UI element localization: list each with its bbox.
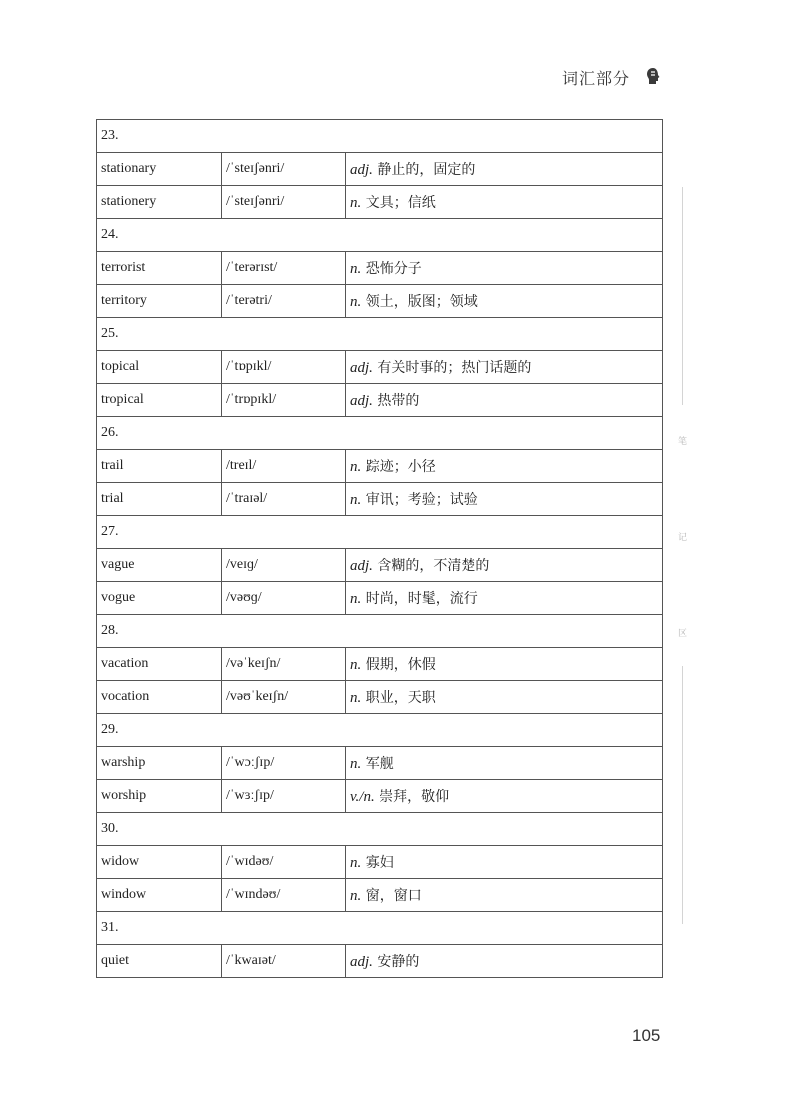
group-number: 29. [97,714,663,747]
meaning-text: 安静的 [377,954,420,970]
vocab-word: terrorist [97,252,222,285]
group-number: 24. [97,219,663,252]
phonetic: /veɪɡ/ [222,549,346,582]
meaning-text: 窗，窗口 [365,888,422,904]
vocab-word: territory [97,285,222,318]
vocab-row [97,747,663,780]
group-number: 28. [97,615,663,648]
vocab-row [97,945,663,978]
vocab-word: topical [97,351,222,384]
part-of-speech: n. [350,657,362,673]
vocab-word: trail [97,450,222,483]
section-title: 词汇部分 [561,69,630,88]
definition [346,582,663,615]
group-number: 31. [97,912,663,945]
part-of-speech: adj. [350,558,373,574]
definition [346,681,663,714]
vocab-row [97,681,663,714]
meaning-text: 静止的，固定的 [377,162,476,178]
phonetic: /ˈwɪdəʊ/ [222,846,346,879]
group-row [97,516,663,549]
meaning-text: 崇拜，敬仰 [379,789,450,805]
vocab-word: warship [97,747,222,780]
meaning-text: 军舰 [365,756,394,772]
phonetic: /ˈterərɪst/ [222,252,346,285]
meaning-text: 时尚，时髦，流行 [365,591,478,607]
group-row [97,120,663,153]
group-row [97,417,663,450]
part-of-speech: n. [350,855,362,871]
group-number: 25. [97,318,663,351]
vocab-word: vogue [97,582,222,615]
group-row [97,318,663,351]
part-of-speech: n. [350,459,362,475]
definition [346,879,663,912]
vocab-word: trial [97,483,222,516]
vocab-word: quiet [97,945,222,978]
definition [346,483,663,516]
definition [346,450,663,483]
vocab-row [97,252,663,285]
part-of-speech: adj. [350,360,373,376]
vocab-row [97,351,663,384]
meaning-text: 有关时事的；热门话题的 [377,360,532,376]
part-of-speech: n. [350,294,362,310]
group-number: 26. [97,417,663,450]
vocab-word: vacation [97,648,222,681]
vocab-row [97,846,663,879]
part-of-speech: adj. [350,954,373,970]
meaning-text: 含糊的，不清楚的 [377,558,490,574]
group-number: 27. [97,516,663,549]
definition [346,153,663,186]
group-row [97,813,663,846]
vocab-row [97,549,663,582]
part-of-speech: n. [350,195,362,211]
group-row [97,912,663,945]
vocab-word: vocation [97,681,222,714]
definition [346,186,663,219]
vocab-row [97,450,663,483]
page-number: 105 [632,1026,661,1045]
part-of-speech: adj. [350,162,373,178]
notes-label-char: 笔 [678,437,688,447]
definition [346,648,663,681]
definition [346,549,663,582]
meaning-text: 领土，版图；领域 [365,294,478,310]
vocab-word: vague [97,549,222,582]
vocab-word: tropical [97,384,222,417]
vocabulary-table [96,119,663,978]
vocab-word: stationary [97,153,222,186]
part-of-speech: v./n. [350,789,375,805]
part-of-speech: n. [350,492,362,508]
definition [346,780,663,813]
vocab-word: widow [97,846,222,879]
phonetic: /vəʊˈkeɪʃn/ [222,681,346,714]
definition [346,747,663,780]
phonetic: /ˈtraɪəl/ [222,483,346,516]
phonetic: /ˈsteɪʃənri/ [222,153,346,186]
definition [346,351,663,384]
vocab-row [97,879,663,912]
group-row [97,714,663,747]
vocab-row [97,780,663,813]
notes-label-char: 区 [678,629,688,639]
definition [346,252,663,285]
phonetic: /vəʊɡ/ [222,582,346,615]
part-of-speech: n. [350,888,362,904]
vocab-row [97,384,663,417]
phonetic: /ˈwɔːʃɪp/ [222,747,346,780]
definition [346,846,663,879]
phonetic: /ˈterətri/ [222,285,346,318]
vocab-row [97,285,663,318]
vocab-row [97,186,663,219]
phonetic: /treɪl/ [222,450,346,483]
meaning-text: 踪迹；小径 [365,459,436,475]
part-of-speech: n. [350,261,362,277]
phonetic: /vəˈkeɪʃn/ [222,648,346,681]
vocab-row [97,648,663,681]
meaning-text: 恐怖分子 [365,261,422,277]
phonetic: /ˈtrɒpɪkl/ [222,384,346,417]
phonetic: /ˈtɒpɪkl/ [222,351,346,384]
part-of-speech: adj. [350,393,373,409]
meaning-text: 职业，天职 [365,690,436,706]
vocab-word: worship [97,780,222,813]
phonetic: /ˈwɜːʃɪp/ [222,780,346,813]
phonetic: /ˈkwaɪət/ [222,945,346,978]
vocab-row [97,582,663,615]
meaning-text: 寡妇 [365,855,394,871]
meaning-text: 文具；信纸 [365,195,436,211]
group-number: 23. [97,120,663,153]
vocab-row [97,153,663,186]
group-row [97,219,663,252]
meaning-text: 假期，休假 [365,657,436,673]
definition [346,285,663,318]
part-of-speech: n. [350,591,362,607]
part-of-speech: n. [350,756,362,772]
vocab-row [97,483,663,516]
part-of-speech: n. [350,690,362,706]
head-profile-icon [646,67,660,85]
notes-label-char: 记 [678,533,688,543]
group-row [97,615,663,648]
phonetic: /ˈwɪndəʊ/ [222,879,346,912]
phonetic: /ˈsteɪʃənri/ [222,186,346,219]
vocab-word: stationery [97,186,222,219]
meaning-text: 审讯；考验；试验 [365,492,478,508]
definition [346,945,663,978]
group-number: 30. [97,813,663,846]
notes-divider-bottom [682,666,683,924]
definition [346,384,663,417]
vocab-word: window [97,879,222,912]
notes-divider-top [682,187,683,405]
meaning-text: 热带的 [377,393,420,409]
